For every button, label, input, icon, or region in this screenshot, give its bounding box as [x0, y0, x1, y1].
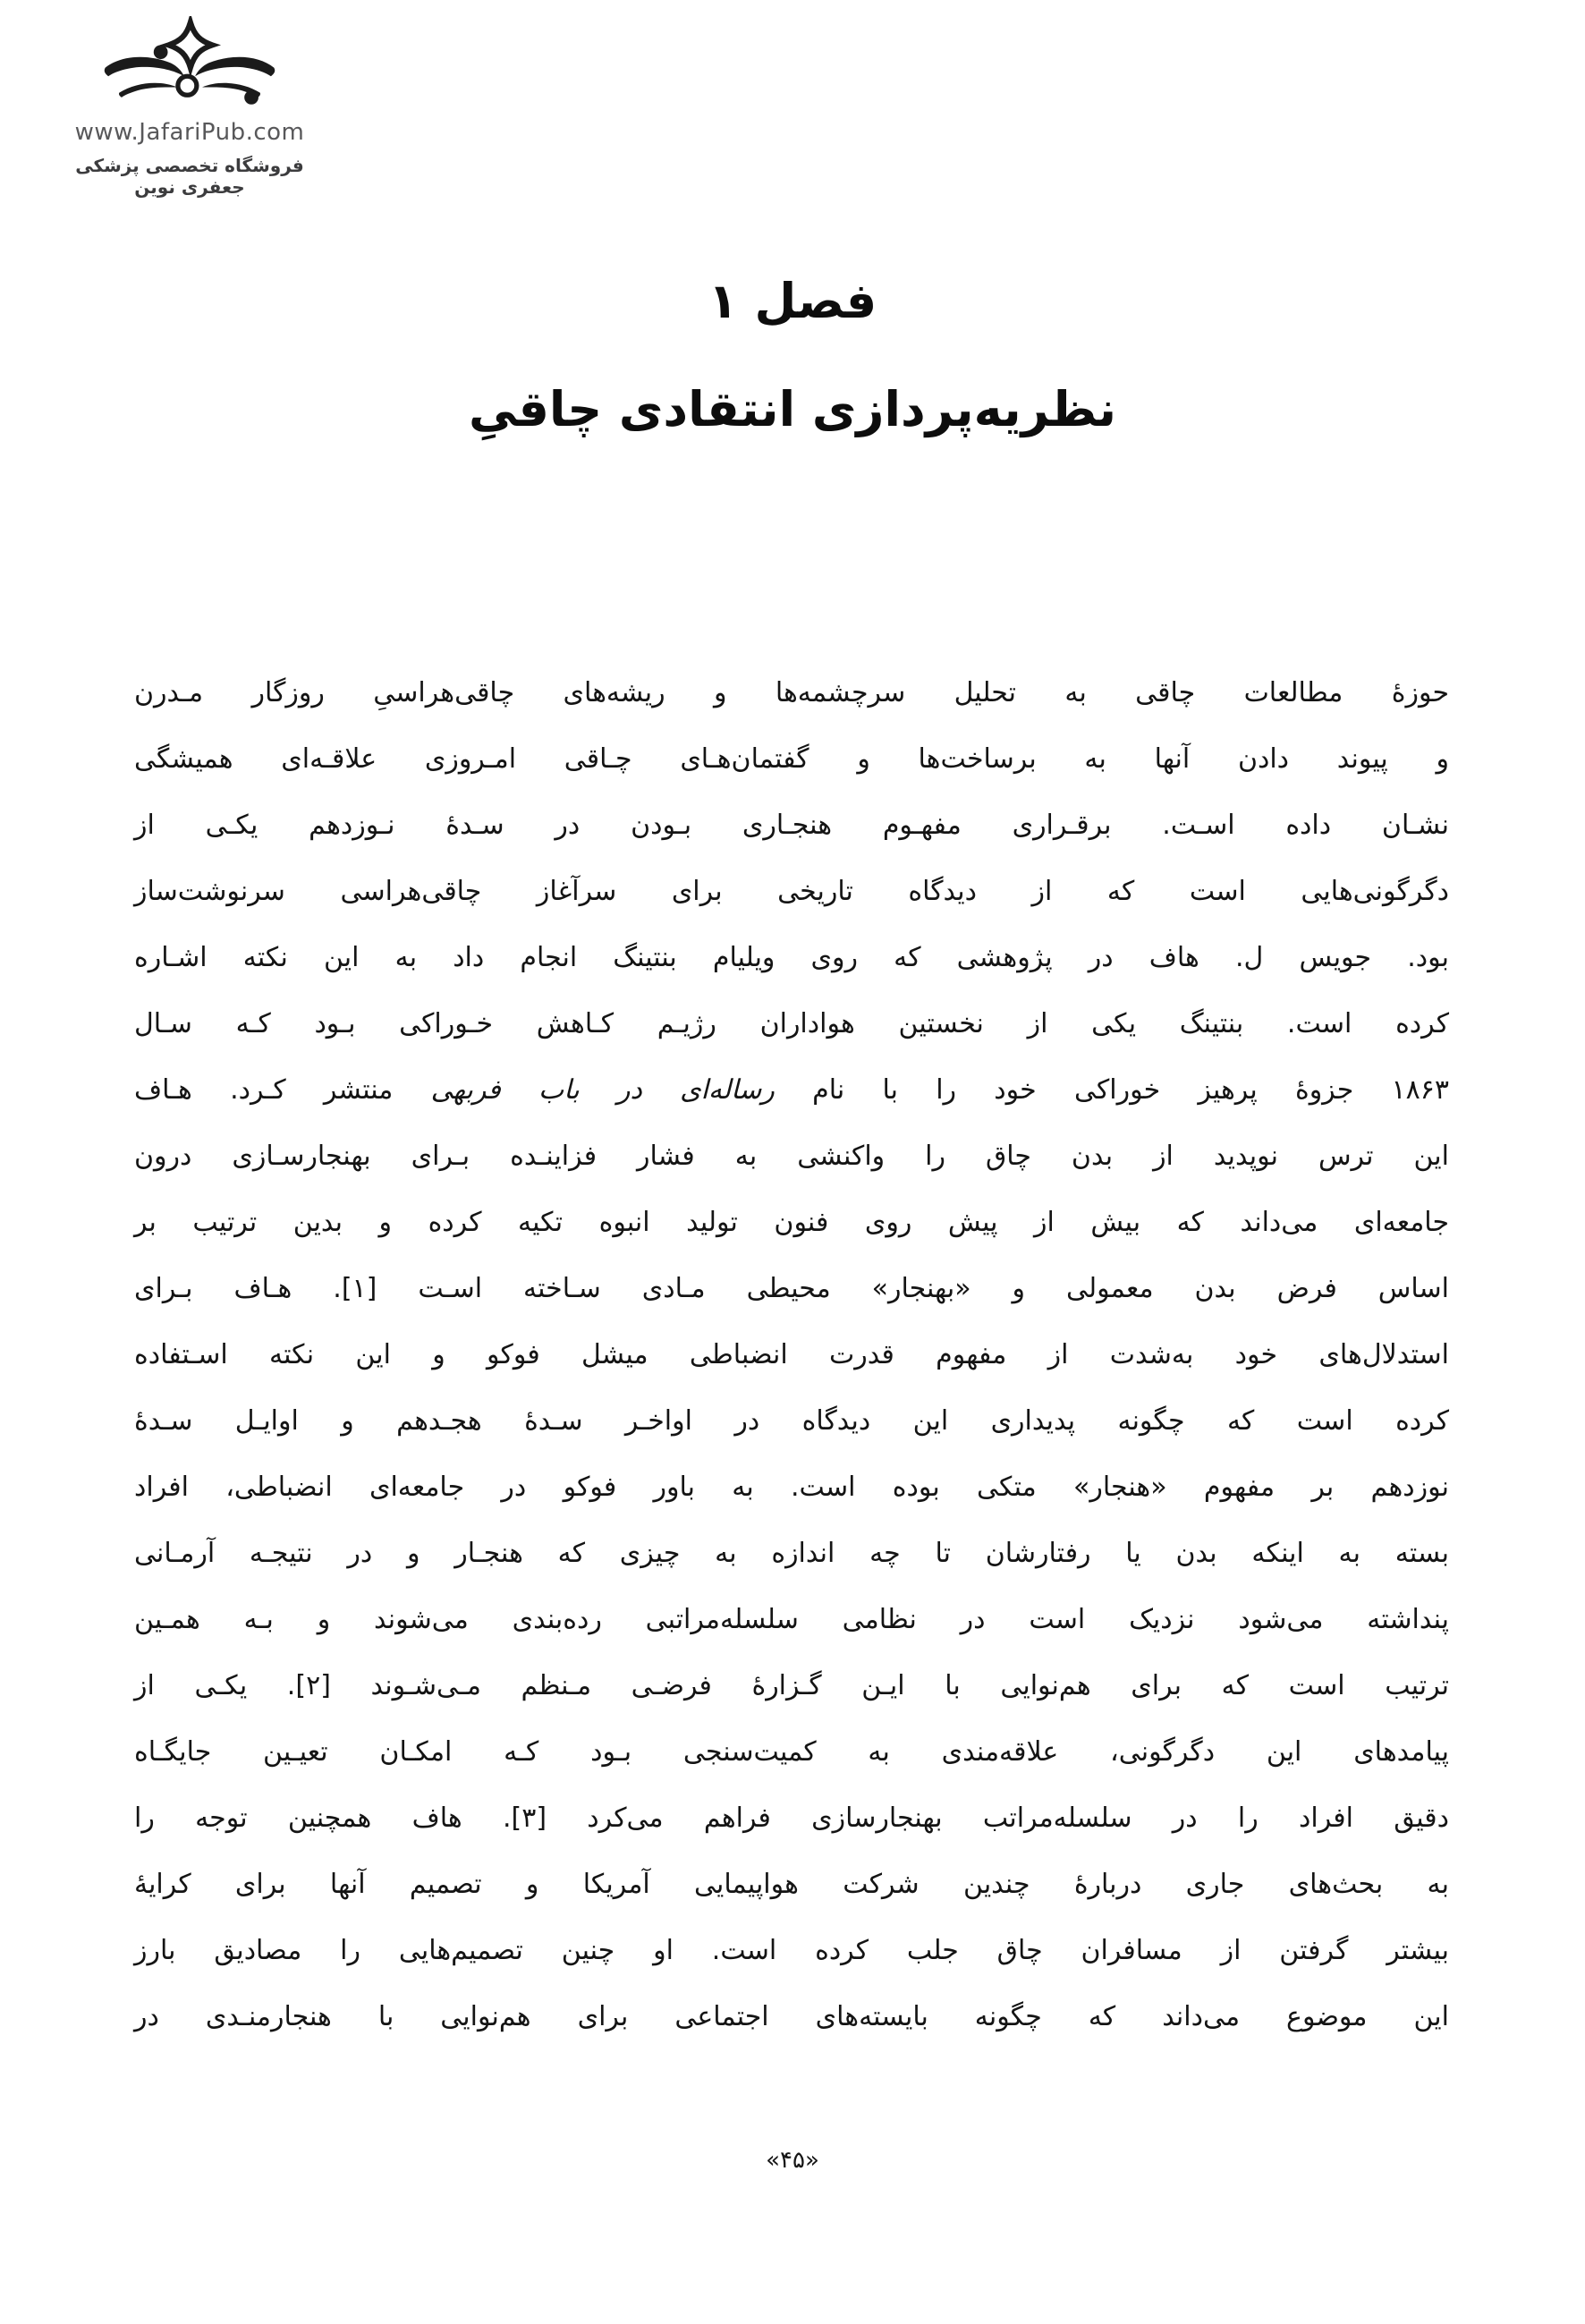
- body-line: جامعه‌ای می‌داند که بیش از پیش روی فنون تولید انبوه تکیه کرده و بدین ترتیب بر: [134, 1207, 1449, 1238]
- page-number: «۴۵»: [766, 2147, 819, 2174]
- body-line-text: ۱۸۶۳ جزوۀ پرهیز خوراکی خود را با نام: [774, 1074, 1449, 1106]
- chapter-heading: [0, 247, 1585, 463]
- body-line: این ترس نوپدید از بدن چاق را واکنشی به فشار فزاینـده بـرای بهنجارسـازی درون: [134, 1141, 1449, 1172]
- publisher-tagline: فروشگاه تخصصی پزشکی جعفری نوین: [75, 155, 304, 198]
- body-line: دقیق افراد را در سلسله‌مراتب بهنجارسازی فراهم می‌کرد [۳]. هاف همچنین توجه را: [134, 1802, 1449, 1834]
- body-line: پیامدهای این دگرگونی، علاقه‌مندی به کمیت‌سنجی بـود کـه امکـان تعیـین جایگـاه: [134, 1736, 1449, 1768]
- chapter-title: نظریه‌پردازی انتقادی چاقیِ: [468, 381, 1117, 437]
- body-text: [134, 660, 1449, 2050]
- body-line: اساس فرض بدن معمولی و «بهنجار» محیطی مـادی سـاخته اسـت [۱]. هـاف بـرای: [134, 1273, 1449, 1304]
- body-line: پنداشته می‌شود نزدیک است در نظامی سلسله‌مراتبی رده‌بندی می‌شوند و بـه همـین: [134, 1604, 1449, 1635]
- body-line: نوزدهم بر مفهوم «هنجار» متکی بوده است. به باور فوکو در جامعه‌ای انضباطی، افراد: [134, 1472, 1449, 1503]
- body-line: این موضوع می‌داند که چگونه بایسته‌های اجتماعی برای هم‌نوایی با هنجارمنـدی در: [134, 2001, 1449, 2032]
- body-line-text: منتشر کـرد. هـاف: [134, 1074, 431, 1106]
- body-line: دگرگونی‌هایی است که از دیدگاه تاریخی برای سرآغاز چاقی‌هراسی سرنوشت‌ساز: [134, 876, 1449, 907]
- body-line: استدلال‌های خود به‌شدت از مفهوم قدرت انضباطی میشل فوکو و این نکته اسـتفاده: [134, 1339, 1449, 1370]
- publisher-header: [47, 16, 333, 198]
- body-line: و پیوند دادن آنها به برساخت‌ها و گفتمان‌هـای چـاقی امـروزی علاقـه‌ای همیشگی: [134, 743, 1449, 775]
- website-url: www.JafariPub.com: [74, 119, 305, 146]
- jafari-calligraphy-logo-icon: [86, 16, 293, 122]
- body-line: ترتیب است که برای هم‌نوایی با ایـن گـزارۀ فرضـی مـنظم مـی‌شـوند [۲]. یکـی از: [134, 1670, 1449, 1701]
- body-line: بود. جویس ل. هاف در پژوهشی که روی ویلیام بنتینگ انجام داد به این نکته اشـاره: [134, 942, 1449, 973]
- body-line: نشـان داده اسـت. برقـراری مفهـوم هنجـاری بـودن در سـدۀ نـوزدهم یکـی از: [134, 810, 1449, 841]
- body-line: به بحث‌های جاری دربارۀ چندین شرکت هواپیمایی آمریکا و تصمیم آنها برای کرایۀ: [134, 1869, 1449, 1900]
- body-line: بیشتر گرفتن از مسافران چاق جلب کرده است. او چنین تصمیم‌هایی را مصادیق بارز: [134, 1935, 1449, 1966]
- book-title-italic: رساله‌ای در باب فربهی: [430, 1074, 775, 1106]
- body-line: حوزۀ مطالعات چاقی به تحلیل سرچشمه‌ها و ریشه‌های چاقی‌هراسیِ روزگار مـدرن: [134, 677, 1449, 708]
- body-line: کرده است که چگونه پدیداری این دیدگاه در اواخـر سـدۀ هجـدهم و اوایـل سـدۀ: [134, 1405, 1449, 1437]
- chapter-label: فصل ۱: [708, 273, 877, 329]
- body-line: بسته به اینکه بدن یا رفتارشان تا چه اندازه به چیزی که هنجـار و در نتیجـه آرمـانی: [134, 1538, 1449, 1569]
- body-line: کرده است. بنتینگ یکی از نخستین هواداران رژیـم کـاهش خـوراکی بـود کـه سـال: [134, 1008, 1449, 1039]
- body-line: [134, 1057, 1449, 1124]
